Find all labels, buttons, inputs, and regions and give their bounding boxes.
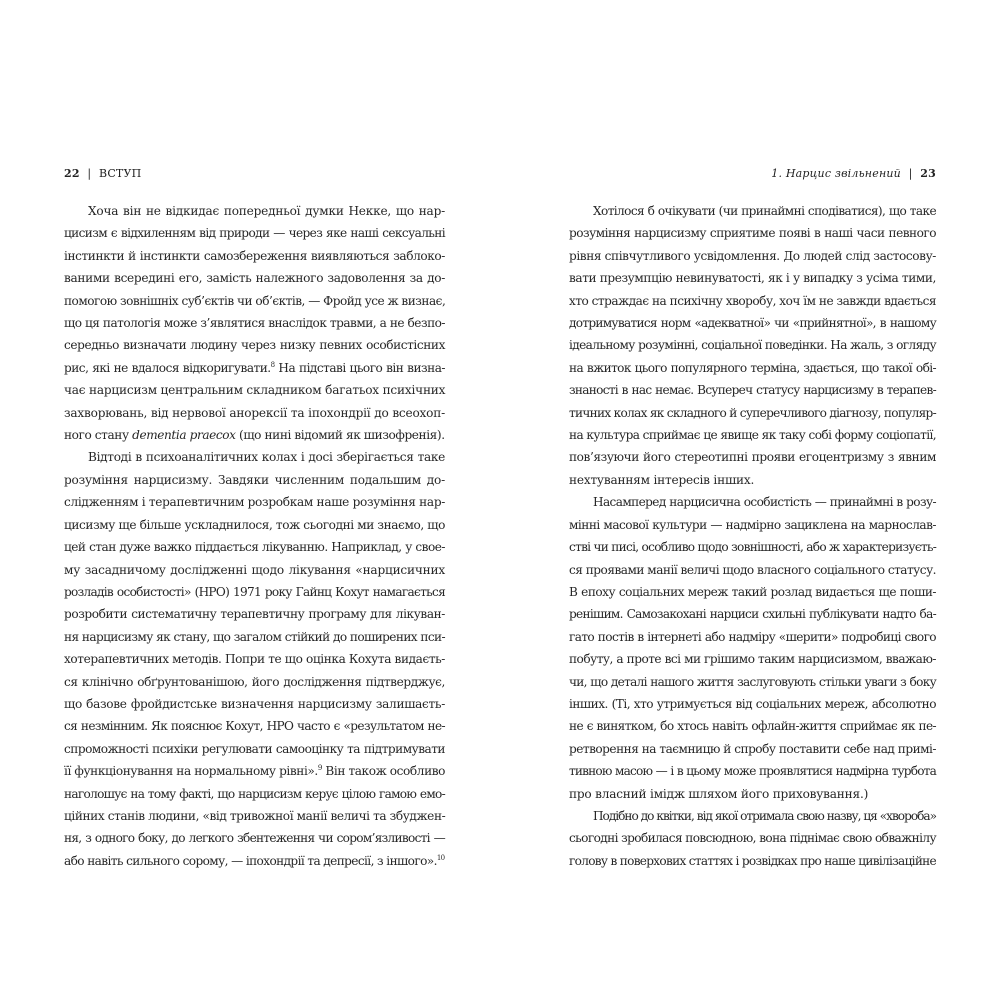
- text-line: мінні масової культури — надмірно зациклена на марнослав-: [569, 517, 936, 532]
- chapter-title: 1. Нарцис звільнений: [771, 167, 901, 180]
- text-line: гато постів в інтернеті або надміру «шерити» подробиці свого: [569, 629, 936, 644]
- text-line: [64, 850, 445, 872]
- text-line: ваними всередині его, замість належного задоволення за до-: [64, 271, 445, 286]
- text-line: захворювань, від нервової анорексії та іпохондрії до всеохоп-: [64, 405, 445, 420]
- footnote-ref: 9: [317, 764, 322, 773]
- text-line: дотримуватися норм «адекватної» чи «прийнятної», в нашому: [569, 316, 936, 331]
- text-line: Подібно до квітки, від якої отримала свою назву, ця «хвороба»: [593, 808, 936, 823]
- text-fragment: (що нині відомий як шизофренія).: [235, 428, 445, 443]
- text-fragment: ного стану: [64, 428, 133, 443]
- text-line: розуміння нарцисизму. Завдяки численним подальшим до-: [64, 472, 445, 487]
- left-running-header: [64, 167, 141, 180]
- text-line: Хотілося б очікувати (чи принаймні сподіватися), що таке: [593, 204, 936, 218]
- text-line: помогою зовнішніх суб’єктів чи об’єктів, — Фройд усе ж визнає,: [64, 293, 446, 308]
- text-fragment: На підставі цього він визна-: [274, 360, 446, 375]
- text-fragment: її функціонування на нормальному рівні».: [64, 764, 318, 779]
- left-page-number: 22: [64, 167, 80, 180]
- right-page: [500, 0, 1000, 1000]
- text-fragment: або навіть сильного сорому, — іпохондрії та депресії, з іншого».: [64, 853, 437, 868]
- text-line: ня нарцисизму як стану, що загалом стійкий до поширених пси-: [64, 629, 445, 644]
- text-line: Насамперед нарцисична особистість — принаймні в розу-: [593, 495, 936, 510]
- text-line: ідеальному розумінні, соціальної поведінки. На жаль, з огляду: [569, 338, 936, 353]
- text-line: середньо визначати людину через низку певних особистісних: [64, 338, 445, 353]
- text-line: тичних колах як складного й суперечливого діагнозу, популяр-: [569, 405, 936, 420]
- text-line: ся клінічно обґрунтованішою, його дослідження підтверджує,: [64, 674, 445, 689]
- footnote-ref: 8: [270, 360, 275, 369]
- text-line: вати презумпцію невинуватості, як і у випадку з усіма тими,: [569, 271, 936, 286]
- text-line: сьогодні зробилася повсюдною, вона піднімає свою обважнілу: [569, 831, 936, 846]
- right-header-separator: |: [908, 167, 913, 180]
- left-running-title: ВСТУП: [99, 167, 142, 180]
- text-line: [64, 424, 445, 446]
- right-page-number: 23: [920, 167, 936, 180]
- text-line: рівня співчутливого усвідомлення. До людей слід застосову-: [569, 248, 936, 263]
- text-line: цисизму ще більше ускладнилося, тож сьогодні ми знаємо, що: [64, 517, 445, 532]
- text-line: чи, що деталі нашого життя заслуговують стільки уваги з боку: [569, 674, 936, 689]
- text-line: розуміння нарцисизму сприятиме появі в наші часи певного: [569, 226, 936, 241]
- text-line: спроможності психіки регулювати самооцінку та підтримувати: [64, 741, 445, 756]
- text-line: ренішим. Самозакохані нарциси схильні публікувати надто ба-: [569, 607, 936, 622]
- text-fragment: рис, які не вдалося відкоригувати.: [64, 360, 271, 375]
- text-line: на вжиток цього популярного терміна, здається, що такої обі-: [569, 360, 936, 375]
- text-line: пов’язуючи його стереотипні прояви егоцентризму з явним: [569, 450, 936, 465]
- text-line: розробити систематичну терапевтичну програму для лікуван-: [64, 607, 445, 622]
- text-line: В епоху соціальних мереж такий розлад видається ще поши-: [569, 584, 936, 599]
- text-line: цей стан дуже важко піддається лікуванню. Наприклад, у свое-: [64, 540, 445, 555]
- text-line: що базове фройдистське визначення нарцисизму залишаєть-: [64, 696, 445, 711]
- left-header-separator: |: [87, 167, 92, 180]
- text-line: тивною масою — і в цьому може проявлятися надмірна турбота: [569, 764, 936, 779]
- text-line: Хоча він не відкидає попередньої думки Некке, що нар-: [88, 204, 445, 218]
- text-line: нехтуванням інтересів інших.: [569, 472, 755, 487]
- text-fragment: Він також особливо: [321, 764, 446, 779]
- italic-term: dementia praecox: [132, 428, 236, 443]
- text-line: хто страждає на психічну хворобу, хоч їм не завжди вдається: [569, 293, 936, 308]
- text-line: чає нарцисизм центральним складником багатьох психічних: [64, 383, 446, 398]
- left-body-text: [64, 200, 445, 872]
- text-line: ційних станів людини, «від тривожної манії величі та збуджен-: [64, 808, 446, 823]
- text-line: стві чи писі, особливо щодо зовнішності, або ж характеризуєть-: [569, 540, 937, 555]
- right-running-header: [771, 167, 936, 180]
- text-line: му засадничому дослідженні щодо лікування «нарцисичних: [64, 562, 445, 577]
- text-line: інших. (Ті, хто утримується від соціальних мереж, абсолютно: [569, 696, 936, 711]
- text-line: [64, 760, 445, 782]
- text-line: не є винятком, бо хтось навіть офлайн-життя сприймає як пе-: [569, 719, 936, 734]
- text-line: ретворення на таємницю й спробу поставити себе над примі-: [569, 741, 936, 756]
- text-line: про власний імідж шляхом його приховування.): [569, 786, 869, 801]
- text-line: наголошує на тому факті, що нарцисизм керує цілою гамою емо-: [64, 786, 445, 801]
- text-line: ся незмінним. Як пояснює Кохут, НРО часто є «результатом не-: [64, 719, 445, 734]
- right-body-text: [569, 200, 936, 872]
- text-line: інстинкти й інстинкти самозбереження виявляються заблоко-: [64, 248, 445, 263]
- text-line: хотерапевтичних методів. Попри те що оцінка Кохута видаєть-: [64, 652, 445, 667]
- text-line: голову в поверхових статтях і розвідках про наше цивілізаційне: [569, 853, 936, 868]
- text-line: що ця патологія може з’являтися внаслідок травми, а не безпо-: [64, 316, 445, 331]
- text-line: розладів особистості» (НРО) 1971 року Гайнц Кохут намагається: [64, 584, 445, 599]
- text-line: слідженням і терапевтичним розробкам наше розуміння нар-: [64, 495, 446, 510]
- text-line: побуту, а проте всі ми грішимо таким нарцисизмом, вважаю-: [569, 652, 936, 667]
- text-line: ся проявами манії величі щодо власного соціального статусу.: [569, 562, 937, 577]
- footnote-ref: 10: [436, 853, 445, 862]
- text-line: на культура сприймає це явище як таку собі форму соціопатії,: [569, 428, 936, 443]
- text-line: Відтоді в психоаналітичних колах і досі зберігається таке: [88, 450, 445, 465]
- text-line: ня, з одного боку, до легкого збентеження чи сором’язливості —: [64, 831, 445, 846]
- text-line: цисизм є відхиленням від природи — через яке наші сексуальні: [64, 226, 445, 241]
- text-line: [64, 357, 445, 379]
- text-line: знаності в нас немає. Всупереч статусу нарцисизму в терапев-: [569, 383, 936, 398]
